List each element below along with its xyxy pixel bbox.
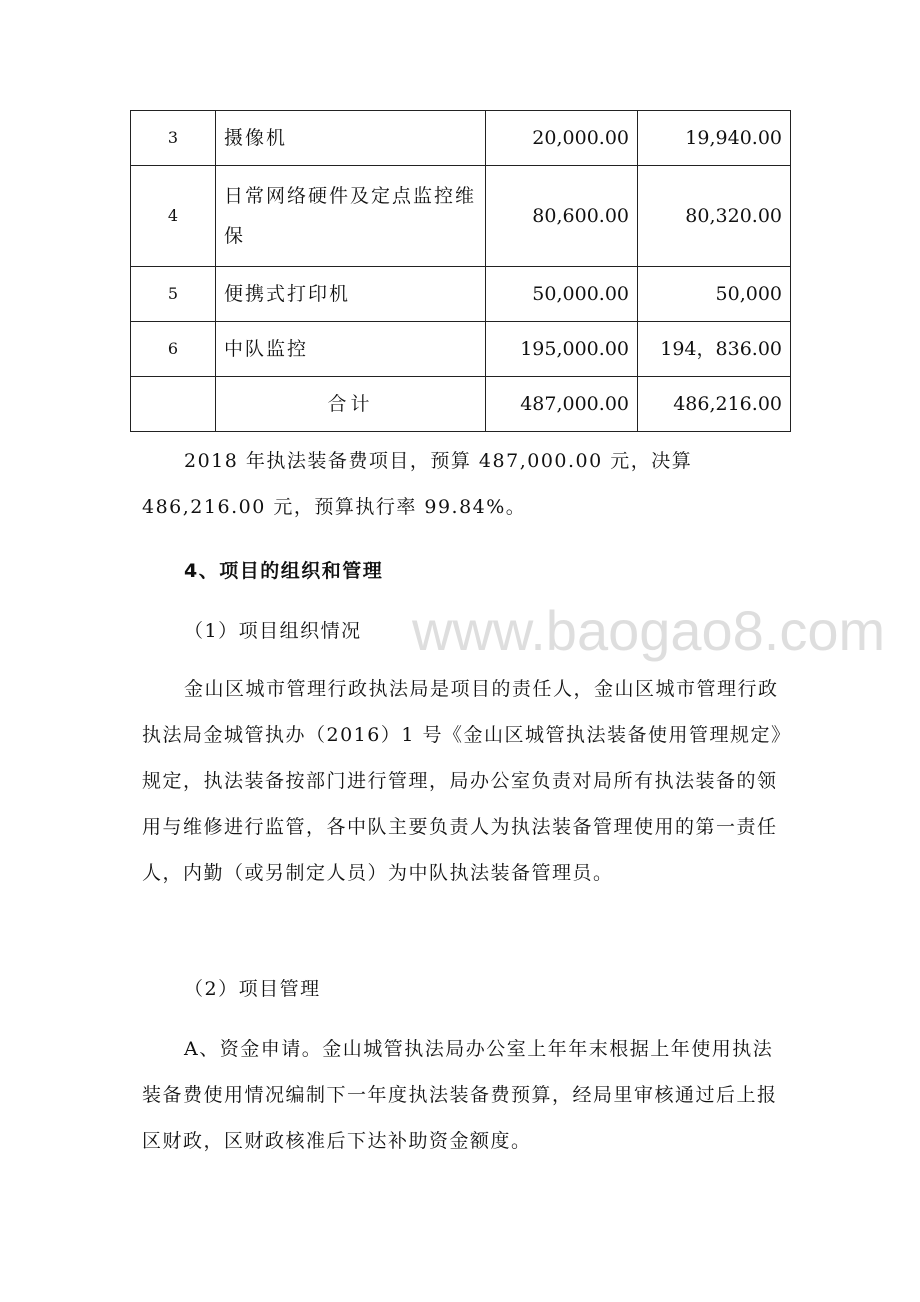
organization-paragraph: 金山区城市管理行政执法局是项目的责任人，金山区城市管理行政执法局金城管执办（2016）1 号《金山区城管执法装备使用管理规定》规定，执法装备按部门进行管理，局办公室负责对局所有执法装备的领用与维修进行监管，各中队主要负责人为执法装备管理使用的第一责任人，内勤（或另制定人员）为中队执法装备管理员。 (142, 678, 782, 884)
table-row (131, 267, 791, 322)
total-row-number (131, 377, 216, 432)
item-name: 摄像机 (216, 111, 486, 166)
budget-amount: 80,600.00 (486, 166, 638, 267)
budget-amount: 195,000.00 (486, 322, 638, 377)
item-name: 中队监控 (216, 322, 486, 377)
total-budget-amount: 487,000.00 (486, 377, 638, 432)
actual-amount: 50,000 (638, 267, 791, 322)
table-row (131, 166, 791, 267)
budget-table (130, 110, 791, 432)
actual-amount: 194，836.00 (638, 322, 791, 377)
table-row (131, 111, 791, 166)
budget-amount: 50,000.00 (486, 267, 638, 322)
watermark: www.baogao8.com (412, 599, 886, 662)
subsection-heading-organization: （1）项目组织情况 (184, 620, 362, 642)
row-number: 5 (131, 267, 216, 322)
subsection-heading-management: （2）项目管理 (184, 978, 321, 1000)
fund-application-paragraph: A、资金申请。金山城管执法局办公室上年年末根据上年使用执法装备费使用情况编制下一年度执法装备费预算，经局里审核通过后上报区财政，区财政核准后下达补助资金额度。 (142, 1038, 778, 1152)
budget-amount: 20,000.00 (486, 111, 638, 166)
total-label: 合计 (216, 377, 486, 432)
section-heading: 4、项目的组织和管理 (184, 560, 384, 582)
row-number: 3 (131, 111, 216, 166)
actual-amount: 80,320.00 (638, 166, 791, 267)
row-number: 4 (131, 166, 216, 267)
total-actual-amount: 486,216.00 (638, 377, 791, 432)
item-name: 日常网络硬件及定点监控维保 (216, 166, 486, 267)
budget-summary-paragraph: 2018 年执法装备费项目，预算 487,000.00 元，决算 486,216.00 元，预算执行率 99.84%。 (142, 450, 693, 518)
item-name: 便携式打印机 (216, 267, 486, 322)
table-row (131, 322, 791, 377)
total-row (131, 377, 791, 432)
row-number: 6 (131, 322, 216, 377)
actual-amount: 19,940.00 (638, 111, 791, 166)
